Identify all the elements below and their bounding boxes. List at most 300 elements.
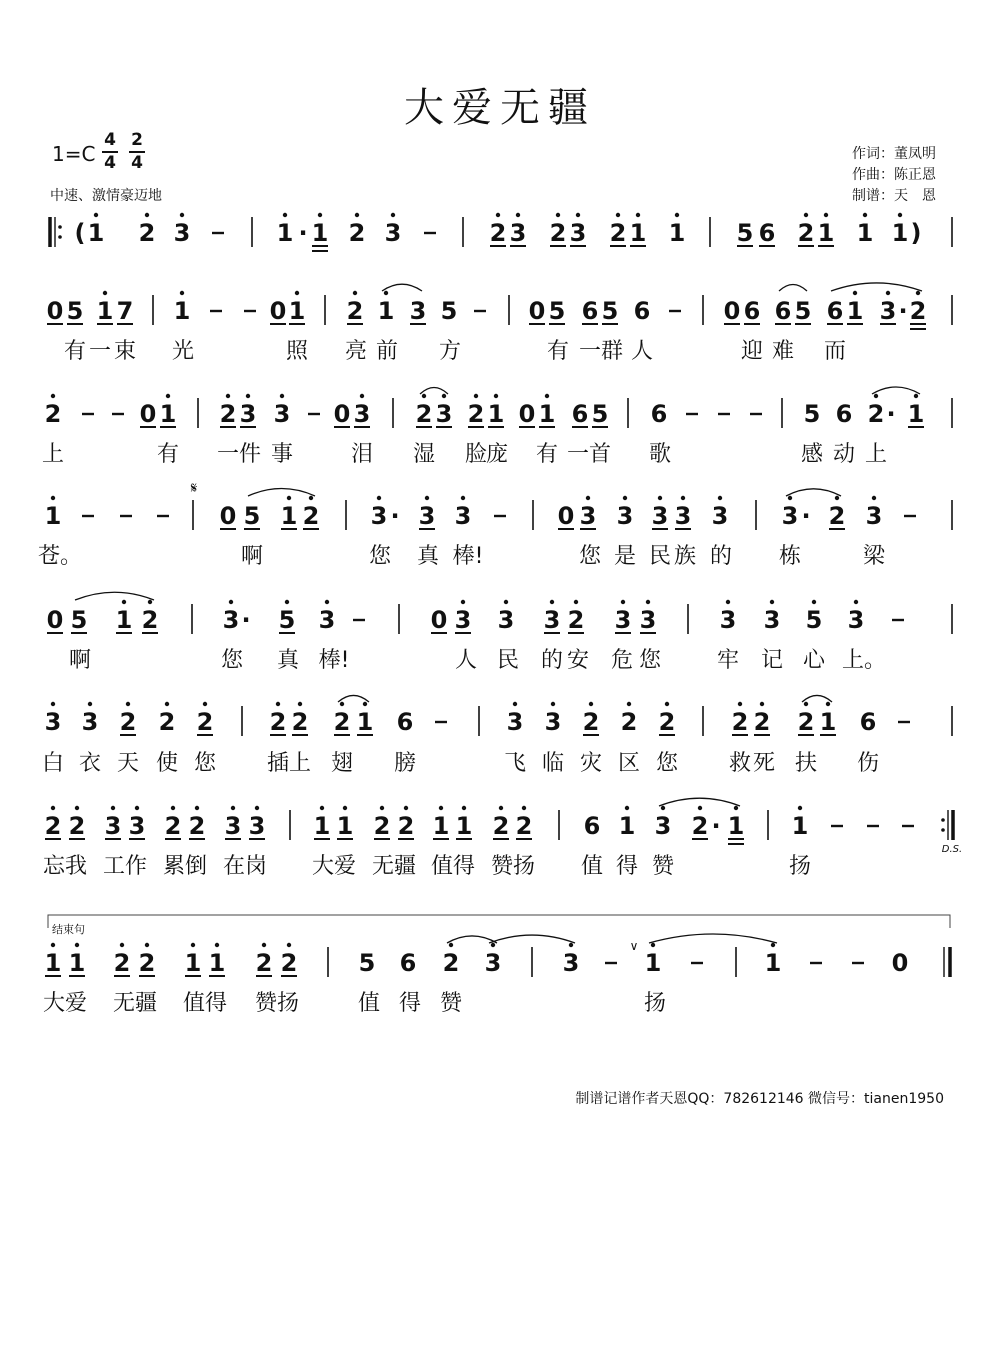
octave-dot	[551, 702, 555, 706]
note: 1	[115, 606, 133, 634]
credit-role: 作词	[852, 146, 880, 162]
lyric: 有	[63, 339, 87, 364]
octave-dot	[309, 496, 313, 500]
note: 3	[654, 812, 672, 840]
note: 1	[280, 502, 298, 530]
lyric: 啊	[240, 544, 264, 569]
octave-dot	[496, 213, 500, 217]
octave-dot	[771, 943, 775, 947]
octave-dot	[343, 806, 347, 810]
octave-dot	[363, 702, 367, 706]
note: 0	[891, 949, 909, 977]
note: 2	[731, 708, 749, 736]
note: 2	[119, 708, 137, 736]
octave-dot	[616, 213, 620, 217]
note: 3	[763, 606, 781, 634]
lyric: 您	[638, 648, 662, 673]
note: 1	[356, 708, 374, 736]
lyric: 赞	[439, 991, 463, 1016]
note: 7	[116, 297, 134, 325]
lyric: 赞扬	[490, 854, 536, 879]
tempo-marking: 中速、激情豪迈地	[50, 188, 162, 204]
octave-dot	[391, 213, 395, 217]
notation-symbol: ·	[298, 219, 308, 247]
octave-dot	[589, 702, 593, 706]
note: 1	[288, 297, 306, 325]
lyric: 真	[416, 544, 440, 569]
octave-dot	[280, 394, 284, 398]
breath-mark: ∨	[629, 939, 639, 953]
note: 3	[44, 708, 62, 736]
octave-dot	[355, 213, 359, 217]
note: 1	[455, 812, 473, 840]
lyric: 得	[398, 991, 422, 1016]
notation-symbol: ·	[711, 812, 721, 840]
note: 3	[248, 812, 266, 840]
note: 3	[239, 400, 257, 428]
octave-dot	[298, 702, 302, 706]
note: 1	[377, 297, 395, 325]
lyric: 无疆	[112, 991, 158, 1016]
lyric: 扬	[788, 854, 812, 879]
lyric: 死	[752, 751, 776, 776]
note: 2	[828, 502, 846, 530]
note: 2	[44, 812, 62, 840]
octave-dot	[449, 943, 453, 947]
note: 1	[96, 297, 114, 325]
note: 6	[581, 297, 599, 325]
notation-symbol: )	[910, 219, 922, 247]
octave-dot	[51, 702, 55, 706]
octave-dot	[262, 943, 266, 947]
lyric: 白	[41, 751, 65, 776]
note: 1	[644, 949, 662, 977]
lyric: 您	[578, 544, 602, 569]
note: 1	[159, 400, 177, 428]
credit-lyricist: 作词：董凤明	[852, 146, 936, 162]
octave-dot	[770, 600, 774, 604]
lyric: 伤	[856, 751, 880, 776]
lyric: 赞扬	[254, 991, 300, 1016]
octave-dot	[103, 291, 107, 295]
octave-dot	[726, 600, 730, 604]
note: 2	[280, 949, 298, 977]
octave-dot	[166, 394, 170, 398]
lyric: 方	[438, 339, 462, 364]
octave-dot	[658, 496, 662, 500]
octave-dot	[353, 291, 357, 295]
note: 2	[609, 219, 627, 247]
credit-role: 制谱	[852, 188, 880, 204]
octave-dot	[203, 702, 207, 706]
lyric: 无疆	[371, 854, 417, 879]
note: 1	[44, 502, 62, 530]
note: 1	[764, 949, 782, 977]
octave-dot	[804, 702, 808, 706]
note: 2	[492, 812, 510, 840]
note: 2	[196, 708, 214, 736]
note: 3	[847, 606, 865, 634]
lyric: 是	[613, 544, 637, 569]
octave-dot	[788, 496, 792, 500]
octave-dot	[494, 394, 498, 398]
note: 2	[333, 708, 351, 736]
lyric: 棒!	[452, 544, 484, 569]
octave-dot	[377, 496, 381, 500]
octave-dot	[586, 496, 590, 500]
octave-dot	[621, 600, 625, 604]
lyric: 天	[116, 751, 140, 776]
octave-dot	[171, 806, 175, 810]
slur	[75, 592, 154, 600]
lyric: 光	[171, 339, 195, 364]
octave-dot	[651, 943, 655, 947]
note: 6	[633, 297, 651, 325]
octave-dot	[122, 600, 126, 604]
lyric: 临	[541, 751, 565, 776]
note: 2	[348, 219, 366, 247]
note: 2	[141, 606, 159, 634]
slur	[338, 695, 369, 702]
octave-dot	[698, 806, 702, 810]
lyric: 大爱	[311, 854, 357, 879]
octave-dot	[340, 702, 344, 706]
octave-dot	[195, 806, 199, 810]
lyric: 啊	[68, 648, 92, 673]
note: 3	[781, 502, 799, 530]
octave-dot	[439, 806, 443, 810]
octave-dot	[661, 806, 665, 810]
octave-dot	[320, 806, 324, 810]
ending-bracket	[48, 915, 950, 928]
lyric: 真	[276, 648, 300, 673]
lyric: 一	[216, 442, 240, 467]
lyric: 上	[864, 442, 888, 467]
note: 2	[373, 812, 391, 840]
note: 6	[774, 297, 792, 325]
note: 2	[397, 812, 415, 840]
lyric: 湿	[412, 442, 436, 467]
note: 5	[70, 606, 88, 634]
slur	[420, 388, 448, 395]
octave-dot	[734, 806, 738, 810]
note: 2	[489, 219, 507, 247]
octave-dot	[165, 702, 169, 706]
note: 1	[487, 400, 505, 428]
note: 3	[569, 219, 587, 247]
lyric: 群	[600, 339, 624, 364]
note: 5	[440, 297, 458, 325]
lyric: 您	[368, 544, 392, 569]
note: 2	[753, 708, 771, 736]
lyric: 人	[454, 648, 478, 673]
note: 3	[173, 219, 191, 247]
note: 3	[104, 812, 122, 840]
ds-marking: D.S.	[941, 844, 963, 855]
octave-dot	[826, 702, 830, 706]
octave-dot	[120, 943, 124, 947]
note: 3	[497, 606, 515, 634]
octave-dot	[215, 943, 219, 947]
octave-dot	[569, 943, 573, 947]
note: 2	[582, 708, 600, 736]
octave-dot	[384, 291, 388, 295]
octave-dot	[545, 394, 549, 398]
score-layer	[38, 213, 962, 1016]
slur	[489, 935, 575, 943]
note: 2	[158, 708, 176, 736]
note: 5	[278, 606, 296, 634]
lyric: 束	[113, 339, 137, 364]
note: 3	[418, 502, 436, 530]
octave-dot	[422, 394, 426, 398]
lyric: 感	[800, 442, 824, 467]
octave-dot	[504, 600, 508, 604]
octave-dot	[798, 806, 802, 810]
note: 5	[794, 297, 812, 325]
octave-dot	[499, 806, 503, 810]
lyric: 累倒	[162, 854, 208, 879]
repeat-dot	[941, 828, 945, 832]
octave-dot	[853, 291, 857, 295]
slur	[786, 489, 841, 496]
lyric: 牢	[716, 648, 740, 673]
note: 2	[219, 400, 237, 428]
lyric: 飞	[503, 751, 527, 776]
note: 5	[601, 297, 619, 325]
note: 3	[579, 502, 597, 530]
note: 5	[736, 219, 754, 247]
note: 2	[164, 812, 182, 840]
note: 5	[803, 400, 821, 428]
lyric: 在岗	[222, 854, 268, 879]
lyric: 难	[771, 339, 795, 364]
note: 0	[518, 400, 536, 428]
octave-dot	[442, 394, 446, 398]
meter-2-4-top: 2	[131, 130, 143, 150]
note: 6	[743, 297, 761, 325]
note: 1	[208, 949, 226, 977]
lyric: 前	[375, 339, 399, 364]
note: 5	[66, 297, 84, 325]
lyric: 棒!	[318, 648, 350, 673]
octave-dot	[491, 943, 495, 947]
note: 3	[562, 949, 580, 977]
note: 3	[384, 219, 402, 247]
note: 3	[616, 502, 634, 530]
note: 6	[583, 812, 601, 840]
note: 2	[138, 219, 156, 247]
lyric: 区	[617, 751, 641, 776]
octave-dot	[675, 213, 679, 217]
note: 1	[184, 949, 202, 977]
note: 6	[835, 400, 853, 428]
repeat-dot	[58, 225, 62, 229]
note: 5	[591, 400, 609, 428]
octave-dot	[804, 213, 808, 217]
note: 3	[544, 708, 562, 736]
note: 1	[313, 812, 331, 840]
note: 2	[269, 708, 287, 736]
octave-dot	[246, 394, 250, 398]
lyric: 大爱	[42, 991, 88, 1016]
note: 2	[113, 949, 131, 977]
octave-dot	[145, 943, 149, 947]
lyric: 苍。	[37, 544, 83, 569]
slur	[779, 285, 807, 292]
lyric: 灾	[579, 751, 603, 776]
octave-dot	[872, 496, 876, 500]
lyric: 民	[496, 648, 520, 673]
note: 2	[658, 708, 676, 736]
octave-dot	[474, 394, 478, 398]
octave-dot	[231, 806, 235, 810]
note: 0	[528, 297, 546, 325]
meter-2-4-bottom: 4	[131, 153, 143, 173]
note: 1	[629, 219, 647, 247]
lyric: 您	[220, 648, 244, 673]
octave-dot	[574, 600, 578, 604]
lyric: 的	[540, 648, 564, 673]
slur	[447, 936, 497, 943]
octave-dot	[914, 394, 918, 398]
credit-composer: 作曲：陈正恩	[852, 167, 936, 183]
note: 1	[336, 812, 354, 840]
note: 2	[442, 949, 460, 977]
lyric: 使	[155, 751, 179, 776]
octave-dot	[513, 702, 517, 706]
notation-symbol: ·	[898, 297, 908, 325]
note: 1	[856, 219, 874, 247]
octave-dot	[623, 496, 627, 500]
note: 1	[791, 812, 809, 840]
note: 1	[276, 219, 294, 247]
credit-name: 董凤明	[894, 146, 936, 162]
ending-label: 结束句	[52, 923, 85, 936]
octave-dot	[229, 600, 233, 604]
lyric: 人	[630, 339, 654, 364]
note: 3	[224, 812, 242, 840]
octave-dot	[874, 394, 878, 398]
note: 5	[805, 606, 823, 634]
lyric: 梁	[862, 544, 886, 569]
lyric: 赞	[651, 854, 675, 879]
slur	[659, 798, 740, 806]
note: 3	[543, 606, 561, 634]
lyric: 您	[193, 751, 217, 776]
note: 6	[396, 708, 414, 736]
lyric: 动	[832, 442, 856, 467]
note: 6	[571, 400, 589, 428]
note: 1	[727, 812, 745, 840]
lyric: 亮	[344, 339, 368, 364]
lyric: 而	[823, 339, 847, 364]
notation-symbol: (	[74, 219, 86, 247]
lyric: 忘我	[42, 854, 88, 879]
slur	[831, 283, 922, 291]
note: 5	[243, 502, 261, 530]
note: 3	[639, 606, 657, 634]
lyric: 歌	[648, 442, 672, 467]
notation-symbol: ·	[801, 502, 811, 530]
credit-role: 作曲	[852, 167, 880, 183]
octave-dot	[863, 213, 867, 217]
note: 1	[432, 812, 450, 840]
octave-dot	[898, 213, 902, 217]
lyric: 上	[41, 442, 65, 467]
note: 1	[44, 949, 62, 977]
octave-dot	[916, 291, 920, 295]
lyric: 一	[578, 339, 602, 364]
octave-dot	[627, 702, 631, 706]
note: 0	[723, 297, 741, 325]
octave-dot	[556, 213, 560, 217]
note: 2	[620, 708, 638, 736]
octave-dot	[625, 806, 629, 810]
note: 3	[222, 606, 240, 634]
note: 1	[538, 400, 556, 428]
octave-dot	[226, 394, 230, 398]
note: 5	[358, 949, 376, 977]
lyric: 首	[588, 442, 612, 467]
note: 3	[370, 502, 388, 530]
note: 3	[509, 219, 527, 247]
lyric: 值得	[430, 854, 476, 879]
slur	[382, 284, 422, 291]
note: 3	[81, 708, 99, 736]
lyric: 安	[566, 648, 590, 673]
note: 1	[618, 812, 636, 840]
octave-dot	[461, 600, 465, 604]
slur	[872, 387, 920, 394]
lyric: 一	[88, 339, 112, 364]
lyric: 工作	[102, 854, 148, 879]
note: 2	[867, 400, 885, 428]
note: 3	[865, 502, 883, 530]
octave-dot	[665, 702, 669, 706]
note: 3	[435, 400, 453, 428]
note: 0	[46, 606, 64, 634]
note: 6	[758, 219, 776, 247]
footer-credit: 制谱记谱作者天恩QQ：782612146 微信号：tianen1950	[575, 1091, 944, 1107]
notation-symbol: ·	[886, 400, 896, 428]
note: 2	[415, 400, 433, 428]
note: 1	[311, 219, 329, 247]
octave-dot	[51, 394, 55, 398]
octave-dot	[191, 943, 195, 947]
note: 2	[567, 606, 585, 634]
note: 6	[650, 400, 668, 428]
note: 3	[128, 812, 146, 840]
lyric: 扶	[794, 751, 818, 776]
lyric: 翅	[330, 751, 354, 776]
credit-name: 陈正恩	[894, 167, 936, 183]
meter-4-4-top: 4	[104, 130, 116, 150]
lyric: 得	[615, 854, 639, 879]
meter-4-4-bottom: 4	[104, 153, 116, 173]
octave-dot	[145, 213, 149, 217]
note: 3	[506, 708, 524, 736]
lyric: 救	[728, 751, 752, 776]
octave-dot	[180, 213, 184, 217]
lyric: 族	[673, 544, 697, 569]
octave-dot	[75, 806, 79, 810]
octave-dot	[51, 943, 55, 947]
note: 2	[515, 812, 533, 840]
note: 1	[819, 708, 837, 736]
octave-dot	[516, 213, 520, 217]
lyric: 衣	[78, 751, 102, 776]
